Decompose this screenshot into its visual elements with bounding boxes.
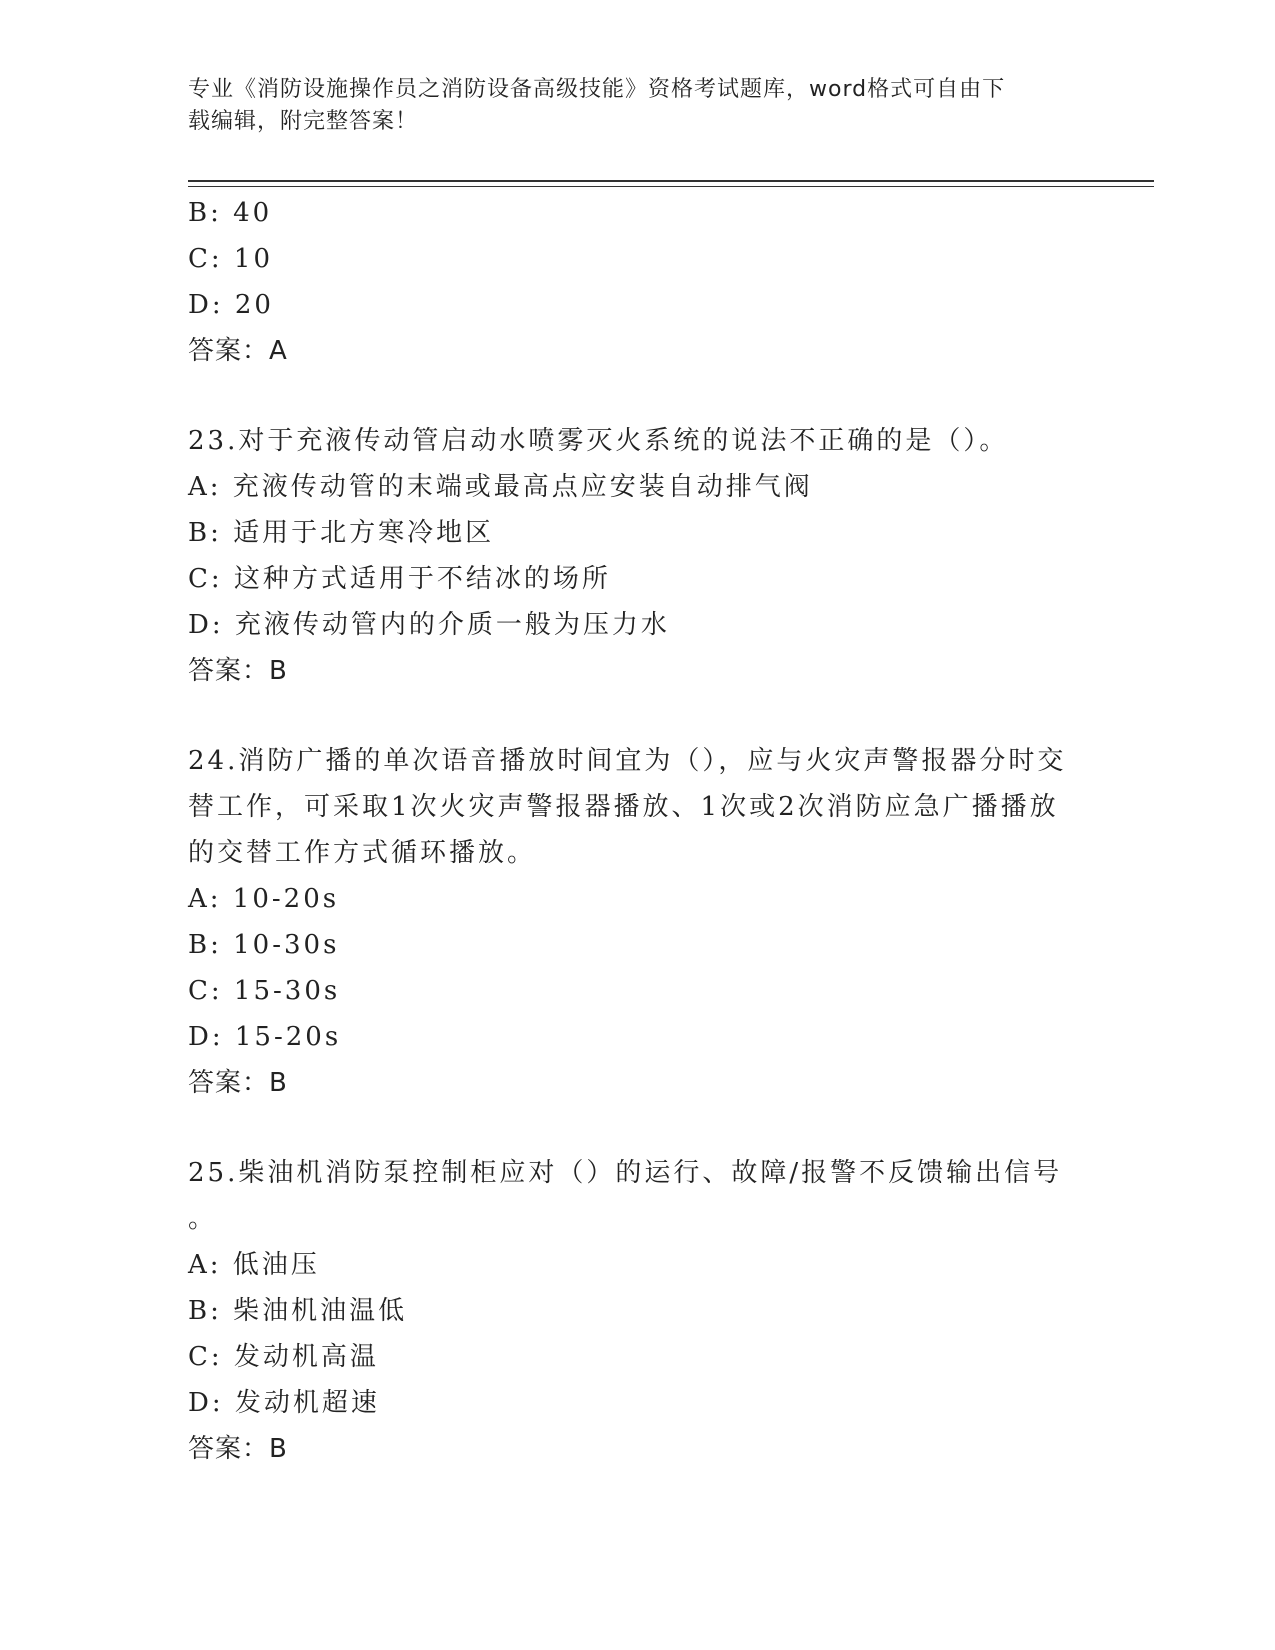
answer-line: 答案：B <box>188 656 288 686</box>
header-divider-thick <box>188 180 1154 182</box>
question-text: 23.对于充液传动管启动水喷雾灭火系统的说法不正确的是（）。 <box>188 426 1009 456</box>
option-c: C: 10 <box>188 244 274 274</box>
option-d: D: 充液传动管内的介质一般为压力水 <box>188 610 670 640</box>
option-b: B: 适用于北方寒冷地区 <box>188 518 495 548</box>
carryover-block <box>188 190 1088 374</box>
question-block-23 <box>188 418 1088 694</box>
document-header <box>188 74 1088 138</box>
option-b: B: 10-30s <box>188 930 340 960</box>
spacer <box>188 694 1088 738</box>
question-text: 25.柴油机消防泵控制柜应对（）的运行、故障/报警不反馈输出信号 。 <box>188 1158 1063 1234</box>
question-block-24 <box>188 738 1088 1106</box>
option-a: A: 低油压 <box>188 1250 320 1280</box>
spacer <box>188 1106 1088 1150</box>
header-divider-thin <box>188 186 1154 187</box>
answer-line: 答案：B <box>188 1068 288 1098</box>
option-b: B: 40 <box>188 198 273 228</box>
header-line-2: 载编辑，附完整答案！ <box>188 109 419 134</box>
option-c: C: 发动机高温 <box>188 1342 379 1372</box>
option-d: D: 20 <box>188 290 274 320</box>
option-b: B: 柴油机油温低 <box>188 1296 408 1326</box>
answer-line: 答案：A <box>188 336 288 366</box>
option-c: C: 15-30s <box>188 976 341 1006</box>
option-d: D: 发动机超速 <box>188 1388 380 1418</box>
option-c: C: 这种方式适用于不结冰的场所 <box>188 564 611 594</box>
header-line-1: 专业《消防设施操作员之消防设备高级技能》资格考试题库，word格式可自由下 <box>188 77 1006 102</box>
question-block-25 <box>188 1150 1088 1472</box>
question-text: 24.消防广播的单次语音播放时间宜为（），应与火灾声警报器分时交 替工作，可采取1次火灾声警报器播放、1次或2次消防应急广播播放 的交替工作方式循环播放。 <box>188 746 1067 868</box>
option-d: D: 15-20s <box>188 1022 342 1052</box>
document-body <box>188 190 1088 1472</box>
option-a: A: 充液传动管的末端或最高点应安装自动排气阀 <box>188 472 813 502</box>
spacer <box>188 374 1088 418</box>
option-a: A: 10-20s <box>188 884 340 914</box>
answer-line: 答案：B <box>188 1434 288 1464</box>
